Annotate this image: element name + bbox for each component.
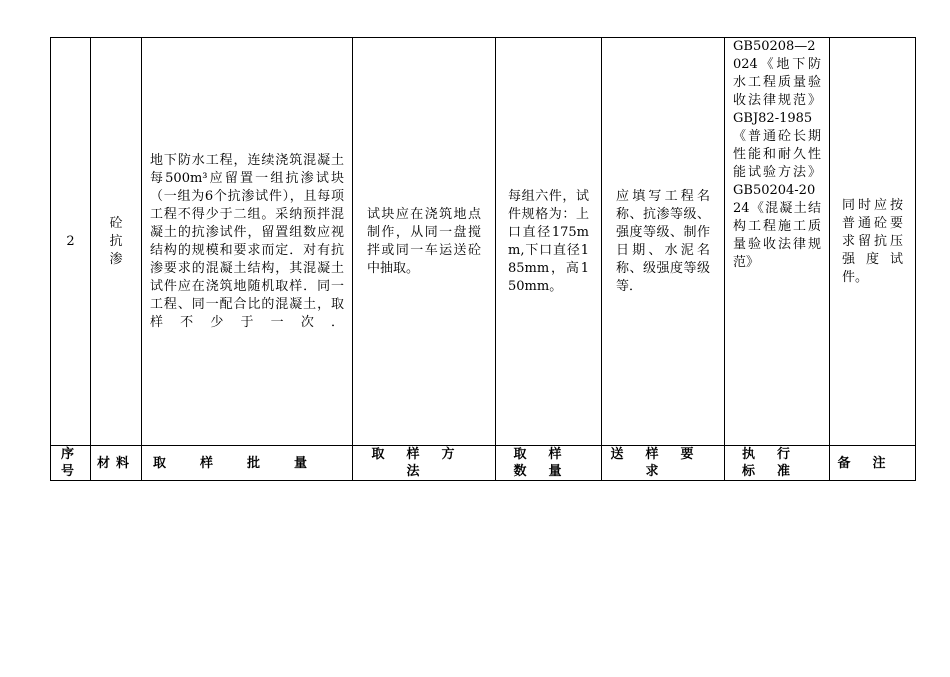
- header-standard: 执行标准: [725, 446, 830, 481]
- header-quantity: 取样数量: [496, 446, 602, 481]
- cell-quantity: 每组六件，试件规格为：上口直径175mm,下口直径185mm，高150mm。: [496, 38, 602, 446]
- cell-method: 试块应在浇筑地点制作，从同一盘搅拌或同一车运送砼中抽取。: [353, 38, 496, 446]
- header-remark: 备注: [830, 446, 916, 481]
- table-row: [51, 38, 916, 446]
- header-row: [51, 446, 916, 481]
- header-method: 取样方法: [353, 446, 496, 481]
- header-batch: 取样批量: [142, 446, 353, 481]
- header-no: 序号: [51, 446, 91, 481]
- cell-standard: GB50208—2024《地下防水工程质量验收法律规范》GBJ82-1985《普通砼长期性能和耐久性能试验方法》GB50204-2024《混凝土结构工程施工质量验收法律规范》: [725, 38, 830, 446]
- cell-no: 2: [51, 38, 91, 446]
- header-material: 材料: [91, 446, 142, 481]
- header-requirement: 送样要求: [602, 446, 725, 481]
- cell-remark: 同时应按普通砼要求留抗压强度试件。: [830, 38, 916, 446]
- cell-requirement: 应填写工程名称、抗渗等级、强度等级、制作日期、水泥名称、级强度等级等．: [602, 38, 725, 446]
- cell-material: 砼抗渗: [91, 38, 142, 446]
- cell-batch: 地下防水工程，连续浇筑混凝土每500m³应留置一组抗渗试块（一组为6个抗渗试件），且每项工程不得少于二组。采纳预拌混凝土的抗渗试件，留置组数应视结构的规模和要求而定．对有抗渗要求的混凝土结构，其混凝土试件应在浇筑地随机取样．同一工程、同一配合比的混凝土，取样不少于一次．: [142, 38, 353, 446]
- sampling-table: [50, 37, 916, 481]
